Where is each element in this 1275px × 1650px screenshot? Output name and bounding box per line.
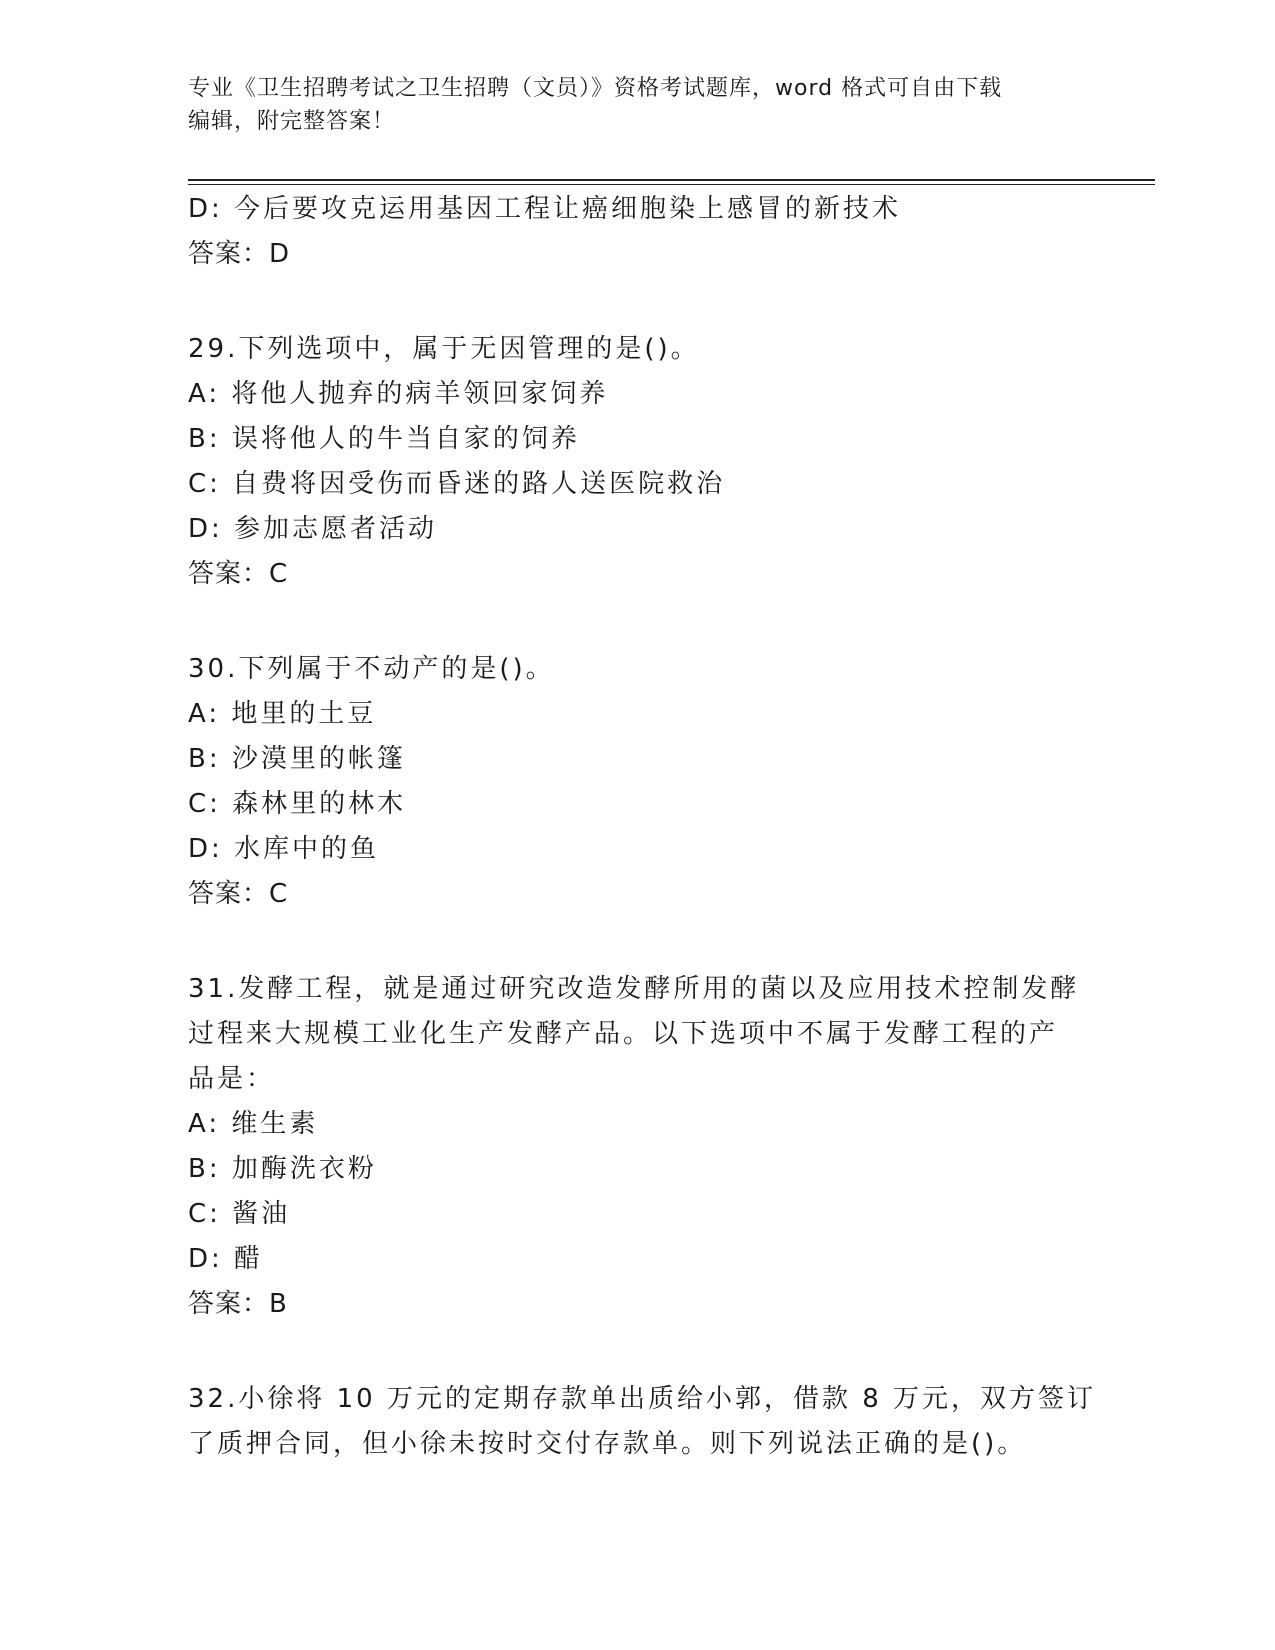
question-stem-line-3: 品是： [188, 1064, 276, 1094]
answer-line: 答案：C [188, 559, 289, 589]
question-30 [188, 647, 1088, 917]
answer-line: 答案：C [188, 879, 289, 909]
option-a: A: 维生素 [188, 1109, 319, 1139]
answer-line: 答案：B [188, 1289, 288, 1319]
option-a: A: 将他人抛弃的病羊领回家饲养 [188, 379, 609, 409]
option-c: C: 酱油 [188, 1199, 291, 1229]
spacer [188, 1327, 1088, 1377]
header-line-1: 专业《卫生招聘考试之卫生招聘（文员）》资格考试题库，word 格式可自由下载 [188, 76, 1003, 101]
option-b: B: 沙漠里的帐篷 [188, 744, 406, 774]
header-line-2: 编辑，附完整答案！ [188, 109, 396, 134]
option-c: C: 自费将因受伤而昏迷的路人送医院救治 [188, 469, 726, 499]
header-divider-thin [188, 184, 1155, 185]
option-b: B: 加酶洗衣粉 [188, 1154, 377, 1184]
option-d: D: 醋 [188, 1244, 264, 1274]
spacer [188, 277, 1088, 327]
answer-line: 答案：D [188, 239, 291, 269]
option-d: D: 今后要攻克运用基因工程让癌细胞染上感冒的新技术 [188, 194, 902, 224]
question-stem-line-2: 了质押合同，但小徐未按时交付存款单。则下列说法正确的是()。 [188, 1429, 1027, 1459]
spacer [188, 917, 1088, 967]
option-b: B: 误将他人的牛当自家的饲养 [188, 424, 580, 454]
question-stem-line-1: 32.小徐将 10 万元的定期存款单出质给小郭，借款 8 万元，双方签订 [188, 1384, 1097, 1414]
option-c: C: 森林里的林木 [188, 789, 407, 819]
question-31 [188, 967, 1088, 1327]
option-a: A: 地里的土豆 [188, 699, 377, 729]
question-list [188, 187, 1097, 1467]
question-32 [188, 1377, 1097, 1467]
option-d: D: 水库中的鱼 [188, 834, 380, 864]
question-stem-line-2: 过程来大规模工业化生产发酵产品。以下选项中不属于发酵工程的产 [188, 1019, 1059, 1049]
question-stem: 30.下列属于不动产的是()。 [188, 654, 555, 684]
spacer [188, 597, 1088, 647]
question-stem: 29.下列选项中，属于无因管理的是()。 [188, 334, 700, 364]
carryover-question [188, 187, 1088, 277]
page-header [188, 72, 1088, 138]
question-29 [188, 327, 1088, 597]
question-stem-line-1: 31.发酵工程，就是通过研究改造发酵所用的菌以及应用技术控制发酵 [188, 974, 1080, 1004]
option-d: D: 参加志愿者活动 [188, 514, 438, 544]
header-divider-thick [188, 179, 1155, 181]
